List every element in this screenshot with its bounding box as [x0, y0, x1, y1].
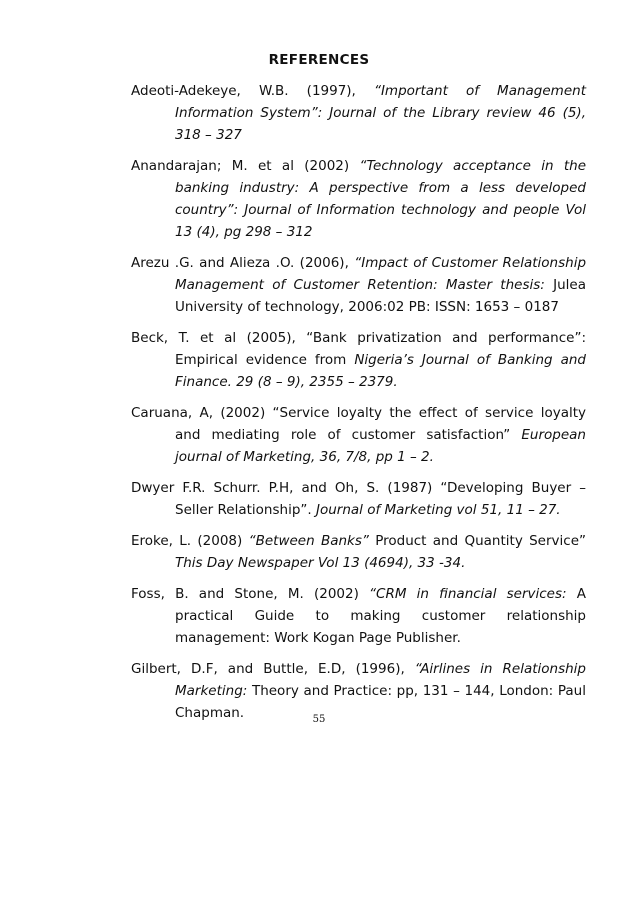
reference-entry [131, 252, 586, 318]
reference-entry [131, 530, 586, 574]
reference-italic-text: “CRM in financial services: [369, 586, 567, 602]
reference-entry [131, 80, 586, 146]
reference-text: Product and Quantity Service” [368, 533, 586, 549]
reference-italic-text: This Day Newspaper Vol 13 (4694), 33 -34. [175, 555, 466, 571]
reference-entry [131, 327, 586, 393]
reference-text: Julea University of technology, 2006:02 PB: ISSN: 1653 – 0187 [175, 277, 586, 315]
reference-italic-text: “Impact of Customer Relationship Management of Customer Retention: Master thesis: [175, 255, 587, 293]
reference-italic-text: “Between Banks” [248, 533, 369, 549]
reference-italic-text: Nigeria’s Journal of Banking and Finance. 29 (8 – 9), 2355 – 2379. [175, 352, 586, 390]
reference-text: Gilbert, D.F, and Buttle, E.D, (1996), [131, 661, 415, 677]
reference-entry [131, 477, 586, 521]
reference-text: Anandarajan; M. et al (2002) [131, 158, 360, 174]
page-number: 55 [312, 714, 326, 725]
reference-entry [131, 583, 586, 649]
reference-list [131, 80, 586, 733]
references-heading: REFERENCES [268, 52, 370, 68]
reference-text: Foss, B. and Stone, M. (2002) [131, 586, 370, 602]
reference-text: Arezu .G. and Alieza .O. (2006), [131, 255, 355, 271]
reference-entry [131, 155, 586, 243]
reference-text: Dwyer F.R. Schurr. P.H, and Oh, S. (1987) “Developing Buyer – Seller Relationship”. [131, 480, 586, 518]
reference-italic-text: “Airlines in Relationship Marketing: [175, 661, 586, 699]
reference-italic-text: “Important of Management Information System”: Journal of the Library review 46 (5), 318 – 327 [175, 83, 586, 143]
reference-text: Caruana, A, (2002) “Service loyalty the effect of service loyalty and mediating role of customer satisfaction” [131, 405, 586, 443]
reference-text: A practical Guide to making customer relationship management: Work Kogan Page Publisher. [175, 586, 586, 646]
reference-text: Beck, T. et al (2005), “Bank privatization and performance”: Empirical evidence from [131, 330, 586, 368]
reference-text: Eroke, L. (2008) [131, 533, 249, 549]
reference-italic-text: Journal of Marketing vol 51, 11 – 27. [315, 502, 561, 518]
reference-text: Theory and Practice: pp, 131 – 144, London: Paul Chapman. [175, 683, 586, 721]
reference-entry [131, 402, 586, 468]
reference-italic-text: European journal of Marketing, 36, 7/8, pp 1 – 2. [175, 427, 586, 465]
reference-italic-text: “Technology acceptance in the banking industry: A perspective from a less developed country”: Journal of Information technology and people Vol 13 (4), pg 298 – 312 [175, 158, 586, 240]
reference-text: Adeoti-Adekeye, W.B. (1997), [131, 83, 374, 99]
